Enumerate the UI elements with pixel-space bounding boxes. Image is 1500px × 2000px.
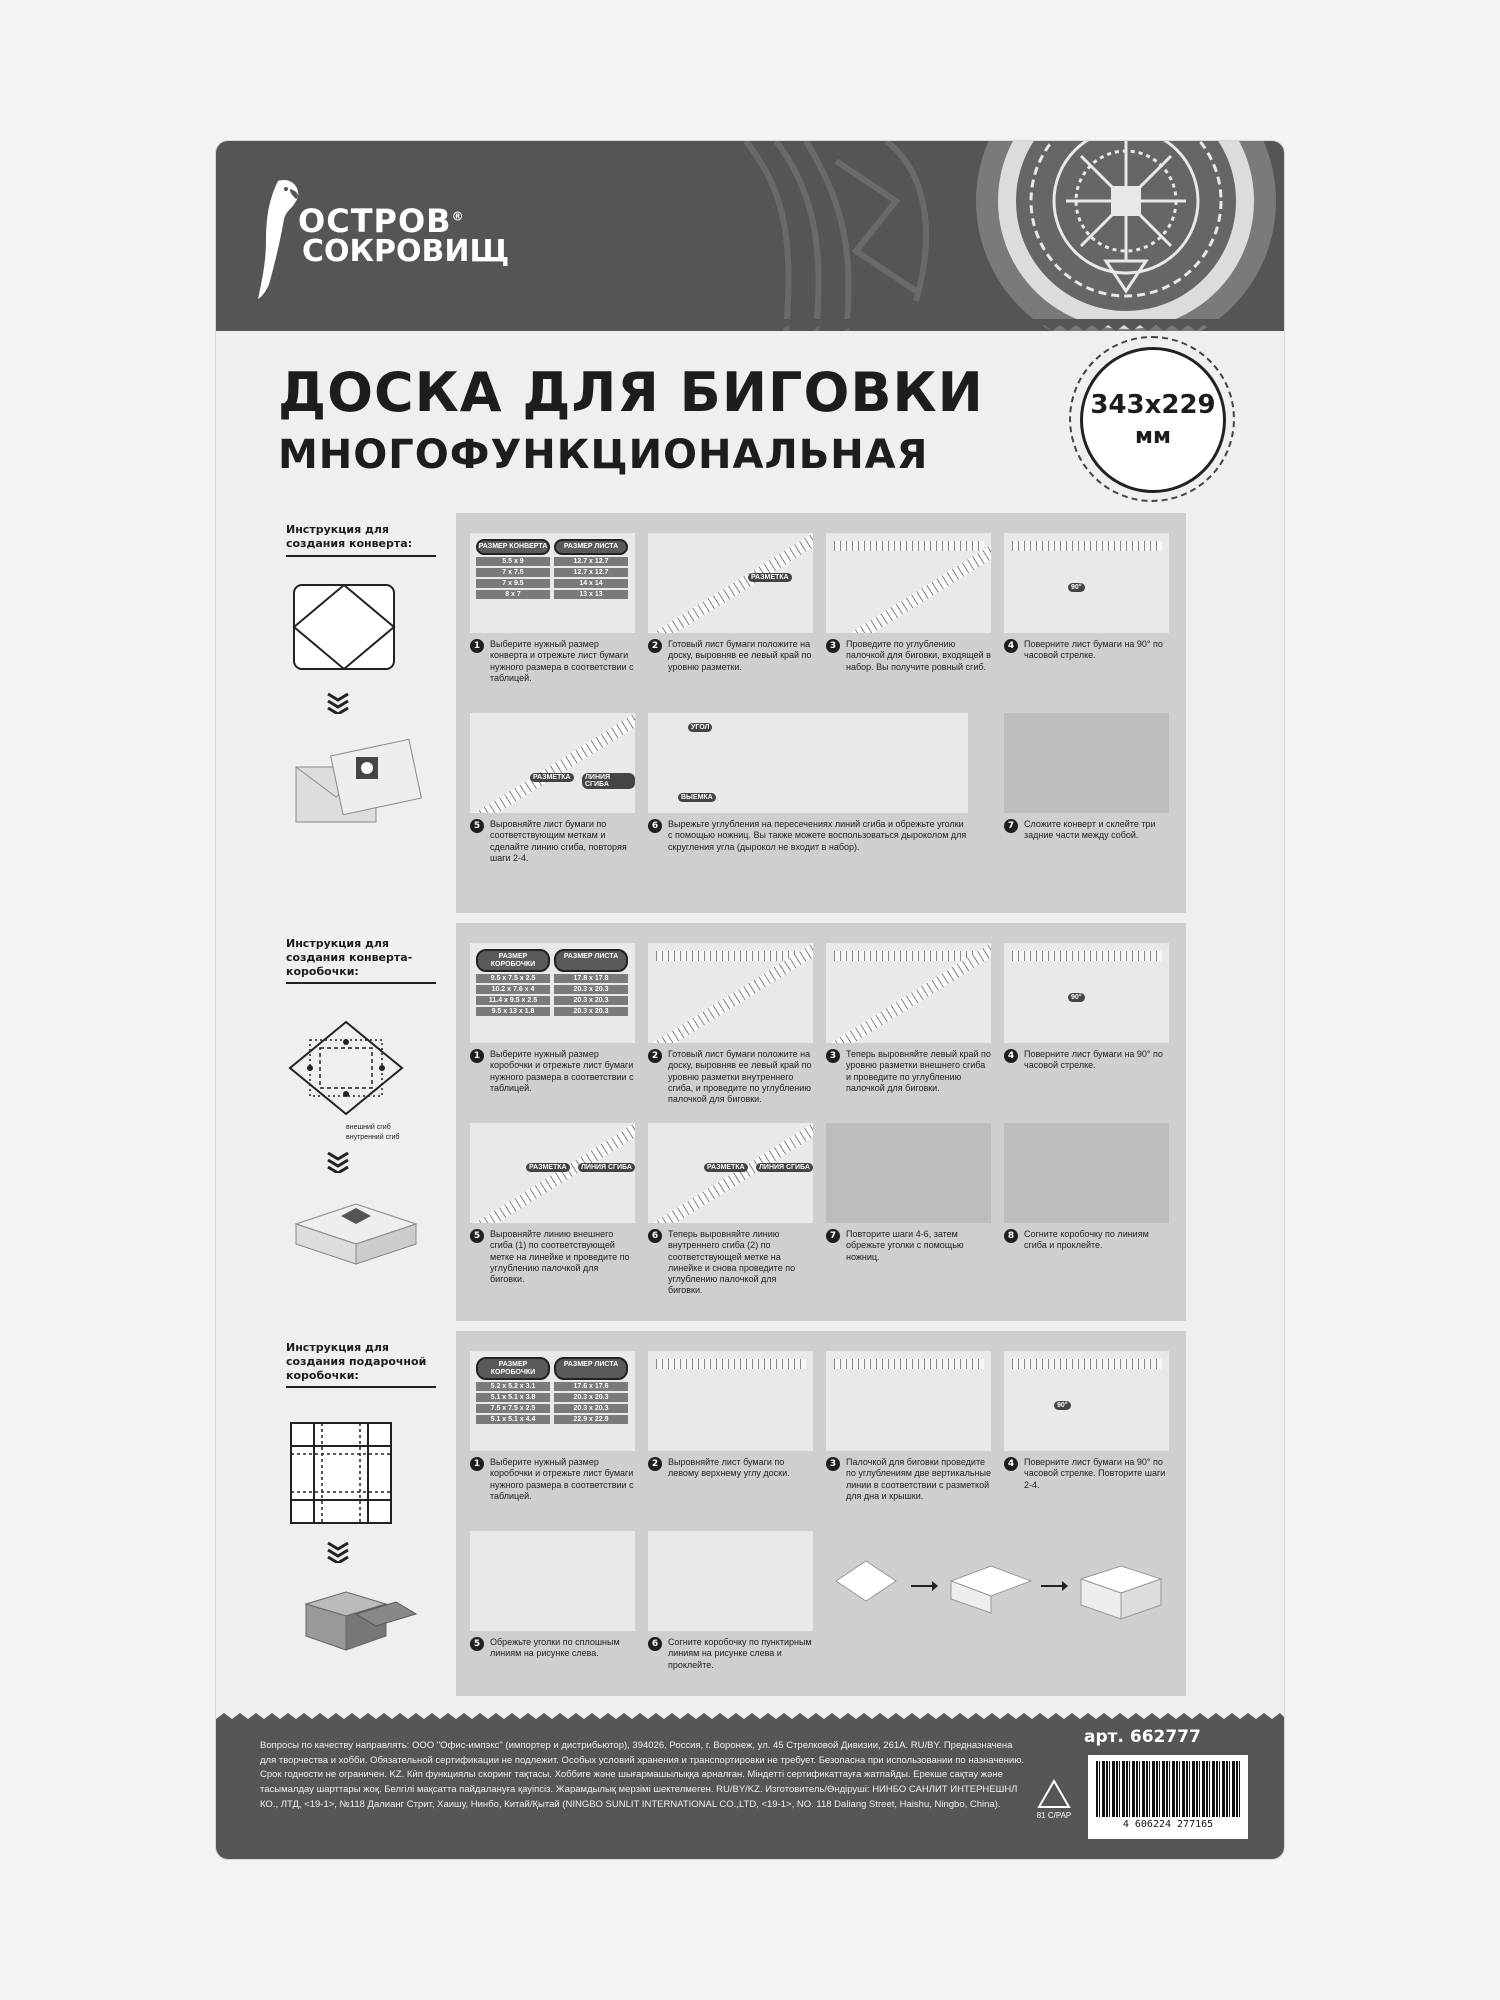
- step-image: [648, 533, 813, 633]
- step-description: Выберите нужный размер коробочки и отрежьте лист бумаги нужного размера в соответствии с таблицей.: [490, 1457, 634, 1501]
- step-card: [648, 533, 813, 673]
- step-text: [470, 1637, 635, 1660]
- step-description: Сложите конверт и склейте три задние части между собой.: [1024, 819, 1156, 841]
- step-number: 5: [470, 1637, 484, 1651]
- step-card: [1004, 533, 1169, 662]
- step-card: [470, 533, 635, 684]
- step-card: [470, 943, 635, 1094]
- ruler-graphic: [1012, 1359, 1162, 1369]
- title-line1: ДОСКА ДЛЯ БИГОВКИ: [278, 361, 984, 424]
- rotate-label: 90°: [1068, 583, 1085, 592]
- envelope-scheme-icon: [286, 577, 402, 677]
- marking-label: РАЗМЕТКА: [526, 1163, 570, 1172]
- legend-outer: внешний сгиб: [346, 1124, 391, 1132]
- step-description: Согните коробочку по пунктирным линиям на рисунке слева и проклейте.: [668, 1637, 812, 1670]
- ruler-graphic: [656, 951, 806, 961]
- table-cell: 20.3 x 20.3: [554, 985, 628, 994]
- brand-line1: ОСТРОВ: [298, 202, 452, 240]
- table-cell: 5.5 x 9: [476, 557, 550, 566]
- step-text: [826, 1457, 991, 1502]
- section-envelope: [216, 513, 1284, 913]
- steps-panel: [456, 513, 1186, 913]
- step-card: [648, 713, 968, 853]
- steps-panel: [456, 1331, 1186, 1696]
- table-cell: 10.2 x 7.6 x 4: [476, 985, 550, 994]
- step-description: Готовый лист бумаги положите на доску, выровняв ее левый край по уровню разметки.: [668, 639, 812, 672]
- step-image: [1004, 713, 1169, 813]
- step-card: [826, 533, 991, 673]
- ruler-graphic: [834, 1359, 984, 1369]
- step-text: [470, 639, 635, 684]
- step-image: [648, 1351, 813, 1451]
- ruler-graphic: [470, 1123, 635, 1223]
- fold-line-label: ЛИНИЯ СГИБА: [582, 773, 635, 789]
- header-zigzag-edge: [216, 319, 1284, 333]
- step-number: 1: [470, 639, 484, 653]
- table-cell: 17.8 x 17.8: [554, 974, 628, 983]
- step-text: [1004, 1049, 1169, 1072]
- recycle-code: 81 C/PAP: [1036, 1811, 1072, 1820]
- step-description: Согните коробочку по линиям сгиба и проклейте.: [1024, 1229, 1149, 1251]
- section-title: Инструкция для создания конверта-коробочки:: [286, 937, 436, 984]
- step-image: [648, 1123, 813, 1223]
- header-banner: [216, 141, 1284, 331]
- step-description: Вырежьте углубления на пересечениях линий сгиба и обрежьте уголки с помощью ножниц. Вы также можете воспользоваться дыроколом для скругления угла (дырокол не входит в набор).: [668, 819, 967, 852]
- section-gift-box: [216, 1331, 1284, 1696]
- step-image: [826, 943, 991, 1043]
- step-card: [1004, 1351, 1169, 1491]
- table-cell: 20.3 x 20.3: [554, 1404, 628, 1413]
- table-cell: 5.1 x 5.1 x 4.4: [476, 1415, 550, 1424]
- step-text: [470, 1457, 635, 1502]
- step-description: Выровняйте лист бумаги по левому верхнему углу доски.: [668, 1457, 790, 1479]
- step-image: [1004, 1123, 1169, 1223]
- gift-box-photo-icon: [286, 1574, 426, 1654]
- fold-legend: [346, 1123, 436, 1143]
- table-cell: 7.5 x 7.5 x 2.5: [476, 1404, 550, 1413]
- step-card: [470, 1351, 635, 1502]
- step-number: 2: [648, 639, 662, 653]
- step-number: 5: [470, 819, 484, 833]
- table-cell: 12.7 x 12.7: [554, 557, 628, 566]
- table-header-size: РАЗМЕР КОРОБОЧКИ: [476, 949, 550, 972]
- barcode-number: 4 606224 277165: [1122, 1819, 1214, 1830]
- step-text: [648, 1049, 813, 1105]
- table-header-sheet: РАЗМЕР ЛИСТА: [554, 1357, 628, 1380]
- ruler-graphic: [834, 951, 984, 961]
- brand-logo: [298, 202, 510, 269]
- step-text: [648, 1457, 813, 1480]
- fold-line-label: ЛИНИЯ СГИБА: [756, 1163, 813, 1172]
- table-header-size: РАЗМЕР КОРОБОЧКИ: [476, 1357, 550, 1380]
- footer-info: [216, 1719, 1284, 1859]
- step-card: [470, 1531, 635, 1660]
- section-title: Инструкция для создания подарочной коробочки:: [286, 1341, 436, 1388]
- legend-inner: внутренний сгиб: [346, 1134, 400, 1142]
- table-cell: 5.1 x 5.1 x 3.8: [476, 1393, 550, 1402]
- step-number: 6: [648, 819, 662, 833]
- step-image: [470, 533, 635, 633]
- step-description: Поверните лист бумаги на 90° по часовой стрелке.: [1024, 639, 1163, 661]
- step-number: 6: [648, 1229, 662, 1243]
- box-assembly-sequence-icon: [826, 1541, 1166, 1631]
- step-card: [1004, 943, 1169, 1072]
- table-cell: 7 x 7.5: [476, 568, 550, 577]
- step-image: [648, 943, 813, 1043]
- step-image: [648, 1531, 813, 1631]
- step-description: Выберите нужный размер конверта и отрежьте лист бумаги нужного размера в соответствии с таблицей.: [490, 639, 634, 683]
- step-description: Выровняйте лист бумаги по соответствующим меткам и сделайте линию сгиба, повторяя шаги 2-4.: [490, 819, 627, 863]
- step-description: Поверните лист бумаги на 90° по часовой стрелке. Повторите шаги 2-4.: [1024, 1457, 1166, 1490]
- down-arrows-icon: [326, 692, 350, 714]
- ruler-graphic: [656, 1359, 806, 1369]
- step-text: [648, 1637, 813, 1671]
- size-unit: мм: [1135, 424, 1171, 449]
- step-card: [648, 943, 813, 1105]
- step-number: 3: [826, 1457, 840, 1471]
- step-description: Повторите шаги 4-6, затем обрежьте уголки с помощью ножниц.: [846, 1229, 964, 1262]
- size-table: [476, 949, 628, 1016]
- step-description: Выровняйте линию внешнего сгиба (1) по соответствующей метке на линейке и проведите по углублению палочкой для биговки.: [490, 1229, 630, 1284]
- step-number: 3: [826, 1049, 840, 1063]
- step-image: [1004, 943, 1169, 1043]
- table-cell: 5.2 x 5.2 x 3.1: [476, 1382, 550, 1391]
- step-number: 1: [470, 1457, 484, 1471]
- step-text: [826, 1049, 991, 1094]
- ruler-graphic: [834, 541, 984, 551]
- ruler-graphic: [470, 713, 635, 813]
- step-text: [1004, 1457, 1169, 1491]
- table-cell: 22.9 x 22.9: [554, 1415, 628, 1424]
- step-image: [470, 1531, 635, 1631]
- step-text: [470, 1229, 635, 1285]
- envelope-box-photo-icon: [286, 1184, 426, 1274]
- marking-label: РАЗМЕТКА: [704, 1163, 748, 1172]
- step-description: Теперь выровняйте линию внутреннего сгиба (2) по соответствующей метке на линейке и снова проведите по углублению палочкой для биговки.: [668, 1229, 796, 1296]
- table-cell: 12.7 x 12.7: [554, 568, 628, 577]
- step-card: [648, 1531, 813, 1671]
- gift-box-scheme-icon: [286, 1418, 396, 1528]
- table-cell: 9.5 x 7.5 x 2.5: [476, 974, 550, 983]
- steps-panel: [456, 923, 1186, 1321]
- step-number: 2: [648, 1049, 662, 1063]
- step-text: [826, 1229, 991, 1263]
- step-image: [470, 1123, 635, 1223]
- step-card: [470, 713, 635, 864]
- step-card: [470, 1123, 635, 1285]
- legal-text: Вопросы по качеству направлять: ООО "Офис-импэкс" (импортер и дистрибьютор), 394026, Россия, г. Воронеж, ул. 45 Стрелковой Дивизии, 261А. RU/BY. Предназначена для творчества и хобби. Обязательной сертификации не подлежит. Особых условий хранения и транспортировки не требует. Безопасна при использовании по назначению. Срок годности не ограничен. KZ. Кӣп функциялы скоринг тақтасы. Хоббиге және шығармашылыққа арналған. Міндетті сертификаттауға жатпайды. Ерекше сақтау және тасымалдау шарттары жоқ. Белгілі мақсатта пайдалануға қауіпсіз. Жарамдылық мерзімі шектелмеген. RU/BY/KZ. Изготовитель/Өндіруші: НИНБО САНЛИТ ИНТЕРНЕШНЛ КО., ЛТД, <19-1>, №118 Далианг Стрит, Хаишу, Нинбо, Китай/Қытай (NINGBO SUNLIT INTERNATIONAL CO.,LTD, <19-1>, NO. 118 Daliang Street, Haishu, Ningbo, China).: [260, 1740, 1024, 1810]
- step-text: [470, 819, 635, 864]
- step-description: Палочкой для биговки проведите по углублениям две вертикальные линии в соответствии с разметкой для дна и крышки.: [846, 1457, 991, 1501]
- step-description: Обрежьте уголки по сплошным линиям на рисунке слева.: [490, 1637, 620, 1659]
- aztec-ornament-icon: [736, 141, 1284, 331]
- envelope-photo-icon: [286, 727, 426, 837]
- step-image: [826, 533, 991, 633]
- step-description: Поверните лист бумаги на 90° по часовой стрелке.: [1024, 1049, 1163, 1071]
- step-card: [1004, 713, 1169, 842]
- step-image: [826, 1123, 991, 1223]
- ruler-graphic: [648, 1123, 813, 1223]
- step-image: [470, 943, 635, 1043]
- step-card: [826, 1123, 991, 1263]
- step-number: 4: [1004, 1049, 1018, 1063]
- rotate-label: 90°: [1054, 1401, 1071, 1410]
- barcode-bars: [1096, 1761, 1240, 1817]
- step-number: 4: [1004, 1457, 1018, 1471]
- section-side: [286, 1341, 436, 1659]
- step-number: 4: [1004, 639, 1018, 653]
- brand-line2: СОКРОВИЩ: [302, 234, 510, 269]
- down-arrows-icon: [326, 1151, 350, 1173]
- step-description: Проведите по углублению палочкой для биговки, входящей в набор. Вы получите ровный сгиб.: [846, 639, 991, 672]
- step-number: 5: [470, 1229, 484, 1243]
- step-card: [648, 1123, 813, 1297]
- table-cell: 17.6 x 17.6: [554, 1382, 628, 1391]
- step-card: [648, 1351, 813, 1480]
- product-title: [278, 361, 984, 478]
- table-cell: 11.4 x 9.5 x 2.5: [476, 996, 550, 1005]
- table-header-size: РАЗМЕР КОНВЕРТА: [476, 539, 550, 555]
- step-image: [470, 713, 635, 813]
- recycle-mark: [1034, 1779, 1074, 1829]
- table-cell: 9.5 x 13 x 1.8: [476, 1007, 550, 1016]
- fold-line-label: ЛИНИЯ СГИБА: [578, 1163, 635, 1172]
- step-text: [826, 639, 991, 673]
- table-cell: 20.3 x 20.3: [554, 1393, 628, 1402]
- size-badge: [1080, 347, 1226, 493]
- step-number: 1: [470, 1049, 484, 1063]
- table-cell: 13 x 13: [554, 590, 628, 599]
- ruler-graphic: [1012, 951, 1162, 961]
- table-cell: 20.3 x 20.3: [554, 996, 628, 1005]
- section-envelope-box: [216, 923, 1284, 1321]
- size-value: 343х229: [1090, 390, 1216, 420]
- table-header-sheet: РАЗМЕР ЛИСТА: [554, 949, 628, 972]
- step-card: [1004, 1123, 1169, 1252]
- section-side: [286, 523, 436, 842]
- brand-reg: ®: [451, 209, 465, 224]
- step-text: [648, 639, 813, 673]
- step-description: Теперь выровняйте левый край по уровню разметки внешнего сгиба и проведите по углублению палочкой для биговки.: [846, 1049, 991, 1093]
- envelope-box-scheme-icon: [286, 1018, 406, 1118]
- step-description: Выберите нужный размер коробочки и отрежьте лист бумаги нужного размера в соответствии с таблицей.: [490, 1049, 634, 1093]
- step-number: 6: [648, 1637, 662, 1651]
- creasing-board: [216, 141, 1284, 1859]
- size-table: [476, 539, 628, 599]
- barcode: [1088, 1755, 1248, 1839]
- ruler-graphic: [1012, 541, 1162, 551]
- step-text: [1004, 819, 1169, 842]
- section-title: Инструкция для создания конверта:: [286, 523, 436, 557]
- ruler-graphic: [648, 533, 813, 633]
- angle-label: УГОЛ: [688, 723, 712, 732]
- step-card: [826, 1351, 991, 1502]
- step-card: [826, 943, 991, 1094]
- size-table: [476, 1357, 628, 1424]
- table-cell: 20.3 x 20.3: [554, 1007, 628, 1016]
- step-number: 7: [826, 1229, 840, 1243]
- marking-label: РАЗМЕТКА: [748, 573, 792, 582]
- step-image: [470, 1351, 635, 1451]
- table-header-sheet: РАЗМЕР ЛИСТА: [554, 539, 628, 555]
- step-text: [648, 1229, 813, 1297]
- rotate-label: 90°: [1068, 993, 1085, 1002]
- step-text: [1004, 639, 1169, 662]
- table-cell: 8 x 7: [476, 590, 550, 599]
- step-text: [648, 819, 968, 853]
- table-cell: 7 x 9.5: [476, 579, 550, 588]
- title-line2: МНОГОФУНКЦИОНАЛЬНАЯ: [278, 432, 929, 478]
- step-number: 8: [1004, 1229, 1018, 1243]
- step-image: [1004, 533, 1169, 633]
- section-side: [286, 937, 436, 1279]
- recycle-icon: [1037, 1779, 1071, 1809]
- step-text: [1004, 1229, 1169, 1252]
- step-image: [1004, 1351, 1169, 1451]
- table-cell: 14 x 14: [554, 579, 628, 588]
- step-image: [648, 713, 968, 813]
- marking-label: РАЗМЕТКА: [530, 773, 574, 782]
- step-text: [470, 1049, 635, 1094]
- notch-label: ВЫЕМКА: [678, 793, 716, 802]
- article-number: арт. 662777: [1084, 1727, 1201, 1747]
- step-number: 3: [826, 639, 840, 653]
- down-arrows-icon: [326, 1541, 350, 1563]
- step-description: Готовый лист бумаги положите на доску, выровняв ее левый край по уровню разметки внутреннего сгиба, и проведите по углублению палочкой для биговки.: [668, 1049, 812, 1104]
- step-number: 7: [1004, 819, 1018, 833]
- step-image: [826, 1351, 991, 1451]
- step-number: 2: [648, 1457, 662, 1471]
